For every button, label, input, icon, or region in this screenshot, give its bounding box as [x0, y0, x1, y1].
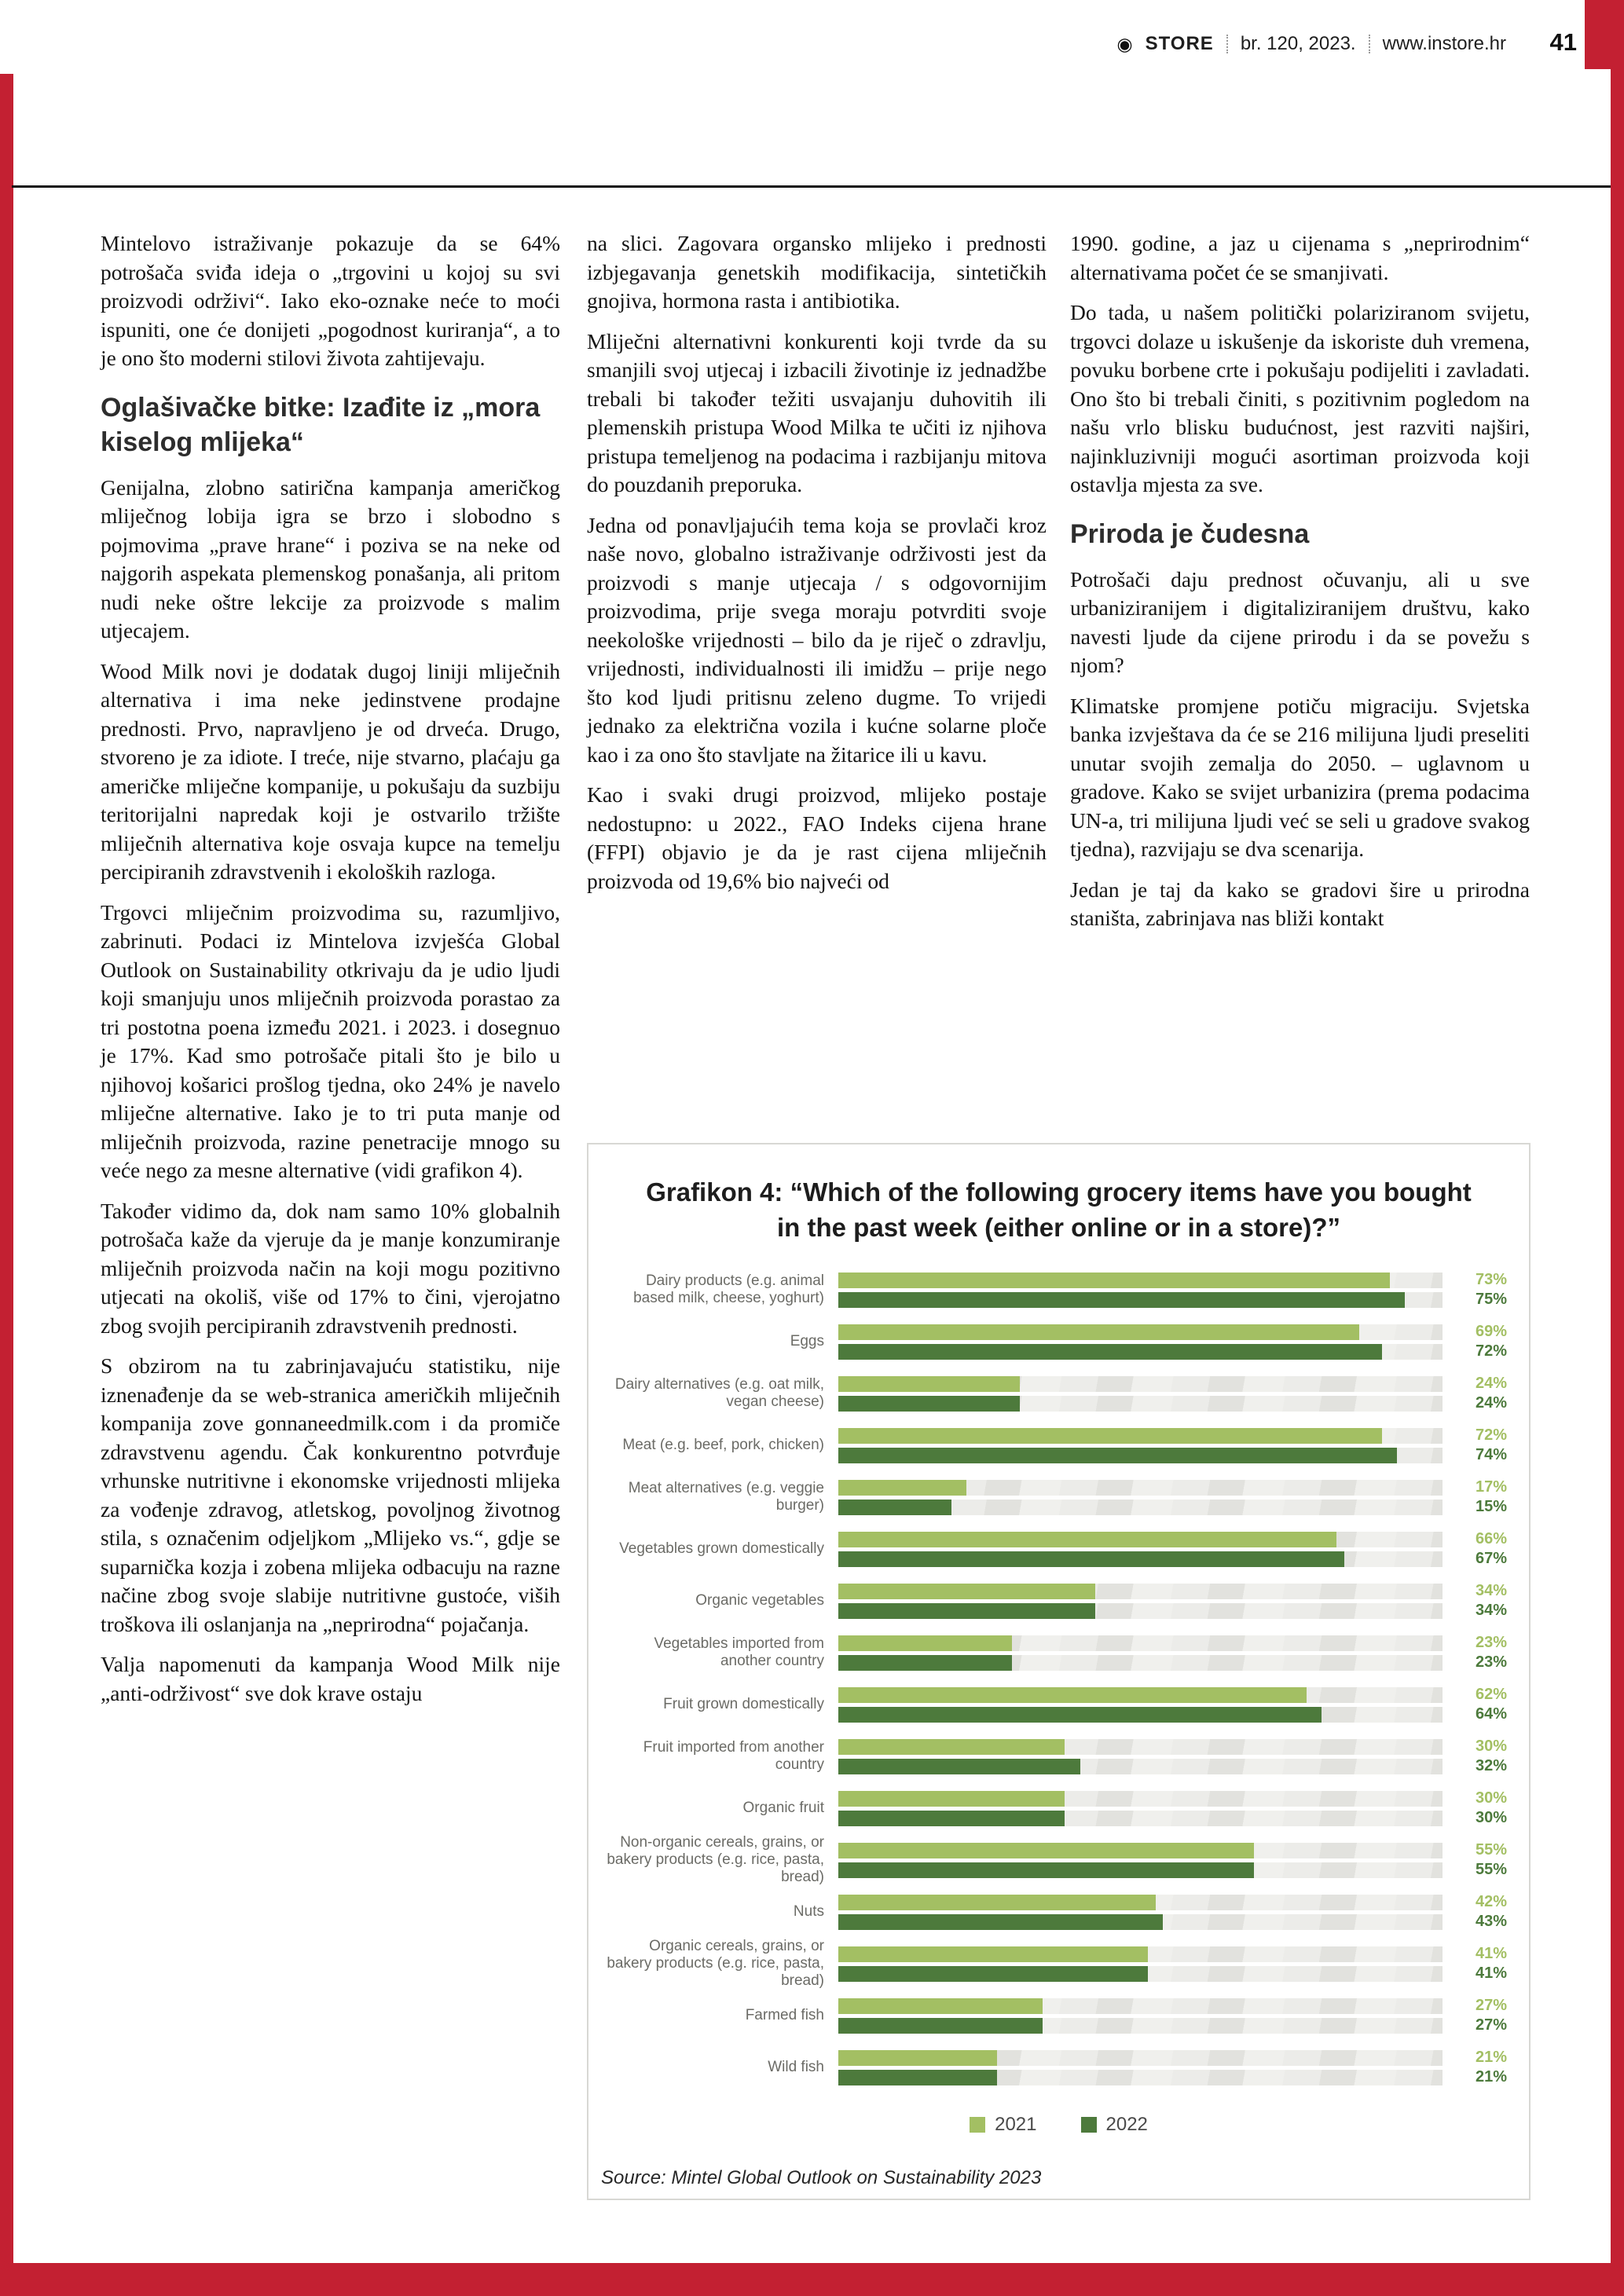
chart-rows	[603, 1264, 1510, 2093]
bar-track	[838, 1480, 1443, 1496]
chart-source: Source: Mintel Global Outlook on Sustainability 2023	[601, 2167, 1042, 2188]
chart-category-label: Dairy products (e.g. animal based milk, cheese, yoghurt)	[633, 1273, 824, 1306]
bar-2022	[838, 1448, 1397, 1463]
bar-2021	[838, 1739, 1065, 1755]
legend-item-2022	[1081, 2114, 1148, 2136]
bar-track	[838, 1791, 1443, 1807]
value-label-2022: 75%	[1475, 1291, 1507, 1308]
value-label-2021: 69%	[1475, 1323, 1507, 1340]
chart-row	[603, 1782, 1510, 1834]
bar-2021	[838, 2050, 997, 2066]
bar-2022	[838, 1396, 1020, 1412]
body-paragraph: Valja napomenuti da kampanja Wood Milk nije „anti-održivost“ sve dok krave ostaju	[101, 1652, 560, 1705]
chart-values	[1443, 1685, 1510, 1724]
bar-2022	[838, 1811, 1065, 1826]
chart-row	[603, 1264, 1510, 1316]
chart-category-label: Vegetables grown domestically	[619, 1540, 824, 1557]
chart-bars	[838, 1998, 1443, 2034]
bar-2022	[838, 1966, 1148, 1982]
bar-track	[838, 1448, 1443, 1463]
legend-label-2021: 2021	[995, 2114, 1037, 2135]
bar-track	[838, 2050, 1443, 2066]
bar-track	[838, 1895, 1443, 1910]
top-right-corner-block	[1585, 0, 1624, 69]
chart-row	[603, 1679, 1510, 1730]
page-number: 41	[1549, 28, 1577, 56]
chart-values	[1443, 1944, 1510, 1983]
body-paragraph: Mintelovo istraživanje pokazuje da se 64% potrošača sviđa ideja o „trgovini u kojoj su svi proizvodi održivi“. Iako eko-oznake neće to moći ispuniti, one će donijeti „pogodnost kuriranja“, a to je ono što moderni stilovi života zahtijevaju.	[101, 231, 560, 370]
chart-bars	[838, 1946, 1443, 1982]
chart-bars	[838, 1376, 1443, 1412]
bar-track	[838, 1843, 1443, 1858]
value-label-2021: 55%	[1475, 1841, 1507, 1858]
chart-legend	[588, 2114, 1529, 2136]
body-paragraph: Do tada, u našem politički polariziranom svijetu, trgovci dolaze u iskušenje da iskoriste duh vremena, povuku borbene crte i pokušaju podijeliti i zavladati. Ono što bi trebali činiti, s pozitivnim pogledom na našu vrlo blisku budućnost, jest razviti najširi, najinkluzivniji mogući asortiman proizvoda koji ostavlja mjesta za sve.	[1070, 300, 1530, 496]
value-label-2022: 23%	[1475, 1653, 1507, 1671]
chart-bars	[838, 1324, 1443, 1360]
chart-values	[1443, 1529, 1510, 1569]
chart-bars	[838, 1739, 1443, 1774]
bar-2022	[838, 1292, 1405, 1308]
bar-track	[838, 1811, 1443, 1826]
value-label-2021: 72%	[1475, 1426, 1507, 1444]
value-label-2022: 34%	[1475, 1602, 1507, 1619]
value-label-2021: 62%	[1475, 1686, 1507, 1703]
body-paragraph: 1990. godine, a jaz u cijenama s „neprirodnim“ alternativama počet će se smanjivati.	[1070, 231, 1530, 284]
website-url[interactable]: www.instore.hr	[1382, 33, 1506, 54]
bar-2021	[838, 1532, 1336, 1547]
legend-swatch-2022	[1081, 2117, 1097, 2133]
bar-track	[838, 2070, 1443, 2085]
chart-bars	[838, 1687, 1443, 1723]
value-label-2022: 30%	[1475, 1809, 1507, 1826]
value-label-2021: 73%	[1475, 1271, 1507, 1288]
chart-row	[603, 1938, 1510, 1990]
value-label-2022: 41%	[1475, 1965, 1507, 1982]
bar-track	[838, 2018, 1443, 2034]
chart-values	[1443, 1892, 1510, 1932]
bar-2021	[838, 1635, 1012, 1651]
bar-2022	[838, 2018, 1043, 2034]
body-paragraph: Potrošači daju prednost očuvanju, ali u sve urbaniziranijem i digitaliziranijem društvu, kako navesti ljude da cijene prirodu i da se povežu s njom?	[1070, 566, 1530, 677]
store-logo-icon: ◉	[1116, 33, 1133, 54]
chart-values	[1443, 1996, 1510, 2035]
value-label-2022: 24%	[1475, 1394, 1507, 1412]
chart-row	[603, 1419, 1510, 1471]
chart-category-label: Nuts	[793, 1903, 824, 1920]
chart-values	[1443, 1581, 1510, 1620]
chart-category-label: Organic cereals, grains, or bakery products (e.g. rice, pasta, bread)	[607, 1938, 824, 1989]
body-paragraph: Kao i svaki drugi proizvod, mlijeko postaje nedostupno: u 2022., FAO Indeks cijena hrane (FFPI) objavio je da je rast cijena mliječnih proizvoda od 19,6% bio najveći od	[587, 782, 1047, 893]
value-label-2022: 21%	[1475, 2068, 1507, 2085]
bar-2022	[838, 1500, 951, 1515]
chart-values	[1443, 1633, 1510, 1672]
chart-title: Grafikon 4: “Which of the following grocery items have you bought in the past week (either online or in a store)?”	[646, 1177, 1472, 1242]
bar-2021	[838, 1324, 1359, 1340]
bar-track	[838, 1376, 1443, 1392]
bar-2021	[838, 1895, 1156, 1910]
value-label-2021: 17%	[1475, 1478, 1507, 1496]
value-label-2022: 32%	[1475, 1757, 1507, 1774]
chart-bars	[838, 1843, 1443, 1878]
value-label-2022: 72%	[1475, 1342, 1507, 1360]
body-paragraph: S obzirom na tu zabrinjavajuću statistiku, nije iznenađenje da se web-stranica američkih mliječnih kompanija zove gonnaneedmilk.com i da promiče zdravstvenu agendu. Čak konkurentno potvrđuje vrhunske nutritivne i ekonomske vrijednosti mlijeka za vođenje zdravog, atletskog, povoljnog životnog stila, s označenim odjeljkom „Mlijeko vs.“, gdje se suparnička kozja i zobena mlijeka odbacuju na razne načine zbog svoje slabije nutritivne gustoće, viših troškova ili oslanjanja na „neprirodna“ pojačanja.	[101, 1353, 560, 1636]
chart-category-label: Fruit grown domestically	[663, 1696, 824, 1712]
left-edge-bar	[0, 74, 13, 2296]
bar-2021	[838, 1687, 1307, 1703]
value-label-2022: 64%	[1475, 1705, 1507, 1723]
value-label-2021: 30%	[1475, 1789, 1507, 1807]
bar-track	[838, 1655, 1443, 1671]
bar-2022	[838, 1707, 1322, 1723]
body-paragraph: Mliječni alternativni konkurenti koji tvrde da su smanjili svoj utjecaj i izbacili životinje iz jednadžbe trebali bi također težiti usvajanju duhovitih ili plemenskih pristupa Wood Milka te učiti iz njihova pristupa temeljenog na podacima i razbijanju mitova do pouzdanih preporuka.	[587, 328, 1047, 496]
chart-category-label: Farmed fish	[745, 2007, 824, 2023]
bar-track	[838, 1273, 1443, 1288]
chart-category-label: Wild fish	[768, 2059, 824, 2075]
chart-bars	[838, 1273, 1443, 1308]
value-label-2022: 67%	[1475, 1550, 1507, 1567]
body-paragraph: na slici. Zagovara organsko mlijeko i prednosti izbjegavanja genetskih modifikacija, sintetičkih gnojiva, hormona rasta i antibiotika.	[587, 231, 1047, 313]
body-paragraph: Trgovci mliječnim proizvodima su, razumljivo, zabrinuti. Podaci iz Mintelova izvješća Global Outlook on Sustainability otkrivaju da je udio ljudi koji smanjuju unos mliječnih proizvoda porastao za tri postotna poena između 2021. i 2023. i dosegnuo je 17%. Kad smo potrošače pitali što je bilo u njihovoj košarici prošlog tjedna, oko 24% je navelo mliječne alternative. Iako je to tri puta manje od mliječnih proizvoda, razine penetracije mnogo su veće nego za mesne alternative (vidi grafikon 4).	[101, 899, 560, 1182]
chart-values	[1443, 1270, 1510, 1309]
right-edge-bar	[1611, 0, 1624, 2296]
bar-track	[838, 1914, 1443, 1930]
bar-2021	[838, 1584, 1095, 1599]
chart-bars	[838, 1584, 1443, 1619]
header-separator-icon	[1226, 35, 1228, 53]
chart-category-label: Fruit imported from another country	[643, 1739, 824, 1773]
bar-track	[838, 1344, 1443, 1360]
chart-row	[603, 1316, 1510, 1368]
body-paragraph: Wood Milk novi je dodatak dugoj liniji mliječnih alternativa i ima neke jedinstvene prodajne prednosti. Prvo, napravljeno je od drveća. Drugo, stvoreno je za idiote. I treće, nije stvarno, plaćaju ga američke mliječne kompanije, u pokušaju da suzbiju teritorijalni napredak koji je ostvarilo tržište mliječnih alternativa koje osvaja kupce na temelju percipiranih zdravstvenih i ekoloških razloga.	[101, 658, 560, 884]
chart-row	[603, 1627, 1510, 1679]
chart-category-label: Meat alternatives (e.g. veggie burger)	[628, 1480, 824, 1514]
bar-2022	[838, 1344, 1382, 1360]
chart-row	[603, 1730, 1510, 1782]
magazine-brand: STORE	[1145, 33, 1214, 54]
bottom-edge-bar	[0, 2263, 1624, 2296]
bar-track	[838, 1603, 1443, 1619]
issue-number: br. 120, 2023.	[1240, 33, 1356, 54]
chart-row	[603, 1471, 1510, 1523]
bar-track	[838, 1428, 1443, 1444]
bar-track	[838, 1966, 1443, 1982]
bar-2021	[838, 1946, 1148, 1962]
bar-2022	[838, 1603, 1095, 1619]
chart-row	[603, 1990, 1510, 2041]
text-column-3	[1070, 229, 1530, 945]
header-separator-icon	[1369, 35, 1370, 53]
value-label-2021: 27%	[1475, 1997, 1507, 2014]
bar-2022	[838, 1655, 1012, 1671]
chart-values	[1443, 1789, 1510, 1828]
bar-track	[838, 1739, 1443, 1755]
value-label-2022: 27%	[1475, 2016, 1507, 2034]
chart-bars	[838, 1480, 1443, 1515]
chart-bars	[838, 1428, 1443, 1463]
text-column-2	[587, 229, 1047, 907]
value-label-2021: 24%	[1475, 1375, 1507, 1392]
value-label-2021: 23%	[1475, 1634, 1507, 1651]
text-column-1	[101, 229, 560, 1719]
chart-row	[603, 2041, 1510, 2093]
bar-2022	[838, 1759, 1080, 1774]
bar-2021	[838, 1428, 1382, 1444]
bar-track	[838, 1532, 1443, 1547]
value-label-2022: 15%	[1475, 1498, 1507, 1515]
bar-track	[838, 1759, 1443, 1774]
value-label-2021: 66%	[1475, 1530, 1507, 1547]
chart-category-label: Non-organic cereals, grains, or bakery products (e.g. rice, pasta, bread)	[607, 1834, 824, 1885]
chart-values	[1443, 2048, 1510, 2087]
chart-category-label: Vegetables imported from another country	[654, 1635, 824, 1669]
chart-values	[1443, 1426, 1510, 1465]
chart-values	[1443, 1374, 1510, 1413]
legend-label-2022: 2022	[1105, 2114, 1148, 2135]
chart-row	[603, 1575, 1510, 1627]
chart-category-label: Meat (e.g. beef, pork, chicken)	[622, 1437, 824, 1453]
value-label-2021: 42%	[1475, 1893, 1507, 1910]
value-label-2021: 41%	[1475, 1945, 1507, 1962]
chart-values	[1443, 1840, 1510, 1880]
bar-track	[838, 1551, 1443, 1567]
chart-row	[603, 1368, 1510, 1419]
bar-2021	[838, 1273, 1390, 1288]
chart-bars	[838, 1791, 1443, 1826]
body-paragraph: Jedna od ponavljajućih tema koja se provlači kroz naše novo, globalno istraživanje održivosti jest da proizvodi s manje utjecaja / s odgovornijim proizvodima, prije svega moraju potvrditi svoje neekološke vrijednosti – bilo da je riječ o zdravlju, vrijednosti, individualnosti ili imidžu – prije nego što kod ljudi pritisnu zeleno dugme. To vrijedi jednako za električna vozila i kućne solarne ploče kao i za ono što stavljate na žitarice ili u kavu.	[587, 512, 1047, 767]
chart-bars	[838, 1895, 1443, 1930]
bar-track	[838, 1324, 1443, 1340]
value-label-2021: 34%	[1475, 1582, 1507, 1599]
bar-2021	[838, 1376, 1020, 1392]
bar-2021	[838, 1480, 966, 1496]
chart-category-label: Organic fruit	[742, 1800, 824, 1816]
value-label-2021: 21%	[1475, 2049, 1507, 2066]
bar-2022	[838, 1914, 1163, 1930]
bar-track	[838, 1998, 1443, 2014]
value-label-2021: 30%	[1475, 1738, 1507, 1755]
chart-bars	[838, 1532, 1443, 1567]
value-label-2022: 55%	[1475, 1861, 1507, 1878]
bar-track	[838, 1292, 1443, 1308]
bar-2022	[838, 1862, 1254, 1878]
chart-values	[1443, 1737, 1510, 1776]
value-label-2022: 74%	[1475, 1446, 1507, 1463]
legend-item-2021	[970, 2114, 1036, 2136]
bar-track	[838, 1687, 1443, 1703]
page-header	[1116, 33, 1506, 55]
bar-track	[838, 1584, 1443, 1599]
chart-values	[1443, 1322, 1510, 1361]
chart-category-label: Dairy alternatives (e.g. oat milk, vegan cheese)	[614, 1376, 824, 1410]
bar-2021	[838, 1843, 1254, 1858]
chart-bars	[838, 1635, 1443, 1671]
chart-category-label: Organic vegetables	[695, 1592, 824, 1609]
bar-2021	[838, 1791, 1065, 1807]
bar-track	[838, 1396, 1443, 1412]
bar-track	[838, 1862, 1443, 1878]
chart-bars	[838, 2050, 1443, 2085]
section-heading: Priroda je čudesna	[1070, 518, 1310, 549]
chart-row	[603, 1523, 1510, 1575]
chart-category-label: Eggs	[790, 1333, 824, 1349]
header-rule	[12, 185, 1611, 188]
bar-2021	[838, 1998, 1043, 2014]
bar-2022	[838, 2070, 997, 2085]
value-label-2022: 43%	[1475, 1913, 1507, 1930]
bar-track	[838, 1946, 1443, 1962]
chart-values	[1443, 1478, 1510, 1517]
bar-2022	[838, 1551, 1344, 1567]
chart-figure	[587, 1143, 1531, 2200]
body-paragraph: Klimatske promjene potiču migraciju. Svjetska banka izvještava da će se 216 milijuna ljudi preseliti unutar svojih zemalja do 2050. – uglavnom u gradove. Kako se svijet urbanizira (prema podacima UN-a, tri milijuna ljudi već se seli u gradove svakog tjedna), razvijaju se dva scenarija.	[1070, 693, 1530, 861]
section-heading: Oglašivačke bitke: Izađite iz „mora kiselog mlijeka“	[101, 392, 541, 457]
chart-row	[603, 1834, 1510, 1886]
bar-track	[838, 1635, 1443, 1651]
chart-row	[603, 1886, 1510, 1938]
body-paragraph: Također vidimo da, dok nam samo 10% globalnih potrošača kaže da vjeruje da je manje konzumiranje mliječnih proizvoda način na koji mogu pozitivno utjecati na okoliš, više od 17% to čini, vjerojatno zbog svojih percipiranih zdravstvenih prednosti.	[101, 1198, 560, 1338]
body-paragraph: Jedan je taj da kako se gradovi šire u prirodna staništa, zabrinjava nas bliži kontakt	[1070, 877, 1530, 930]
bar-track	[838, 1500, 1443, 1515]
legend-swatch-2021	[970, 2117, 985, 2133]
body-paragraph: Genijalna, zlobno satirična kampanja američkog mliječnog lobija igra se brzo i slobodno s pojmovima „prave hrane“ i poziva se na neke od najgorih aspekata plemenskog ponašanja, ali pritom nudi neke oštre lekcije za proizvode s malim utjecajem.	[101, 474, 560, 643]
bar-track	[838, 1707, 1443, 1723]
